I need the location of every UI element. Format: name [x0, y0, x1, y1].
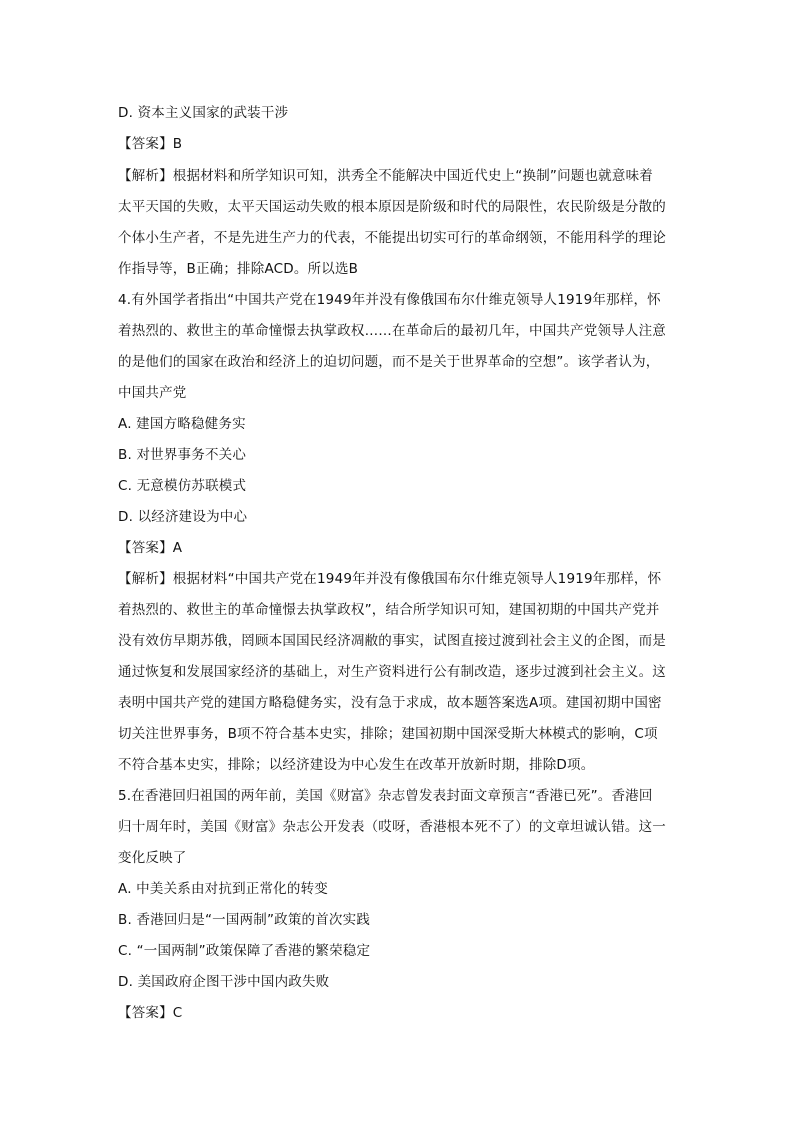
analysis-q3-line-1: 【解析】根据材料和所学知识可知，洪秀全不能解决中国近代史上“换制”问题也就意味着 — [118, 168, 653, 184]
question-5-line-2: 归十周年时，美国《财富》杂志公开发表（哎呀，香港根本死不了）的文章坦诚认错。这一 — [118, 819, 666, 835]
question-5-line-3: 变化反映了 — [118, 850, 187, 866]
option-a-q5: A. 中美关系由对抗到正常化的转变 — [118, 881, 328, 897]
answer-q4: 【答案】A — [118, 540, 183, 556]
question-5-line-1: 5.在香港回归祖国的两年前，美国《财富》杂志曾发表封面文章预言“香港已死”。香港回 — [118, 788, 653, 804]
option-d-q4: D. 以经济建设为中心 — [118, 509, 248, 525]
question-4-line-3: 的是他们的国家在政治和经济上的迫切问题，而不是关于世界革命的空想”。该学者认为， — [118, 354, 660, 370]
option-c-q5: C. “一国两制”政策保障了香港的繁荣稳定 — [118, 943, 371, 959]
option-a-q4: A. 建国方略稳健务实 — [118, 416, 246, 432]
analysis-q4-line-7: 不符合基本史实，排除；以经济建设为中心发生在改革开放新时期，排除D项。 — [118, 757, 595, 773]
analysis-q3-line-4: 作指导等，B正确；排除ACD。所以选B — [118, 261, 359, 277]
option-c-q4: C. 无意模仿苏联模式 — [118, 478, 247, 494]
answer-q3: 【答案】B — [118, 136, 183, 152]
analysis-q4-line-1: 【解析】根据材料“中国共产党在1949年并没有像俄国布尔什维克领导人1919年那样，怀 — [118, 571, 662, 587]
analysis-q4-line-6: 切关注世界事务，B项不符合基本史实，排除；建国初期中国深受斯大林模式的影响，C项 — [118, 726, 658, 742]
question-4-line-4: 中国共产党 — [118, 385, 187, 401]
analysis-q3-line-3: 个体小生产者，不是先进生产力的代表，不能提出切实可行的革命纲领，不能用科学的理论 — [118, 230, 666, 246]
option-d-q3: D. 资本主义国家的武装干涉 — [118, 105, 289, 121]
option-b-q5: B. 香港回归是“一国两制”政策的首次实践 — [118, 912, 371, 928]
analysis-q4-line-3: 没有效仿早期苏俄，罔顾本国国民经济凋敝的事实，试图直接过渡到社会主义的企图，而是 — [118, 633, 666, 649]
answer-q5: 【答案】C — [118, 1005, 183, 1021]
option-b-q4: B. 对世界事务不关心 — [118, 447, 247, 463]
analysis-q4-line-2: 着热烈的、救世主的革命憧憬去执掌政权”，结合所学知识可知，建国初期的中国共产党并 — [118, 602, 660, 618]
analysis-q4-line-4: 通过恢复和发展国家经济的基础上，对生产资料进行公有制改造，逐步过渡到社会主义。这 — [118, 664, 666, 680]
question-4-line-2: 着热烈的、救世主的革命憧憬去执掌政权……在革命后的最初几年，中国共产党领导人注意 — [118, 323, 666, 339]
question-4-line-1: 4.有外国学者指出“中国共产党在1949年并没有像俄国布尔什维克领导人1919年那样，怀 — [118, 292, 661, 308]
analysis-q4-line-5: 表明中国共产党的建国方略稳健务实，没有急于求成，故本题答案选A项。建国初期中国密 — [118, 695, 662, 711]
analysis-q3-line-2: 太平天国的失败，太平天国运动失败的根本原因是阶级和时代的局限性，农民阶级是分散的 — [118, 199, 666, 215]
option-d-q5: D. 美国政府企图干涉中国内政失败 — [118, 974, 330, 990]
